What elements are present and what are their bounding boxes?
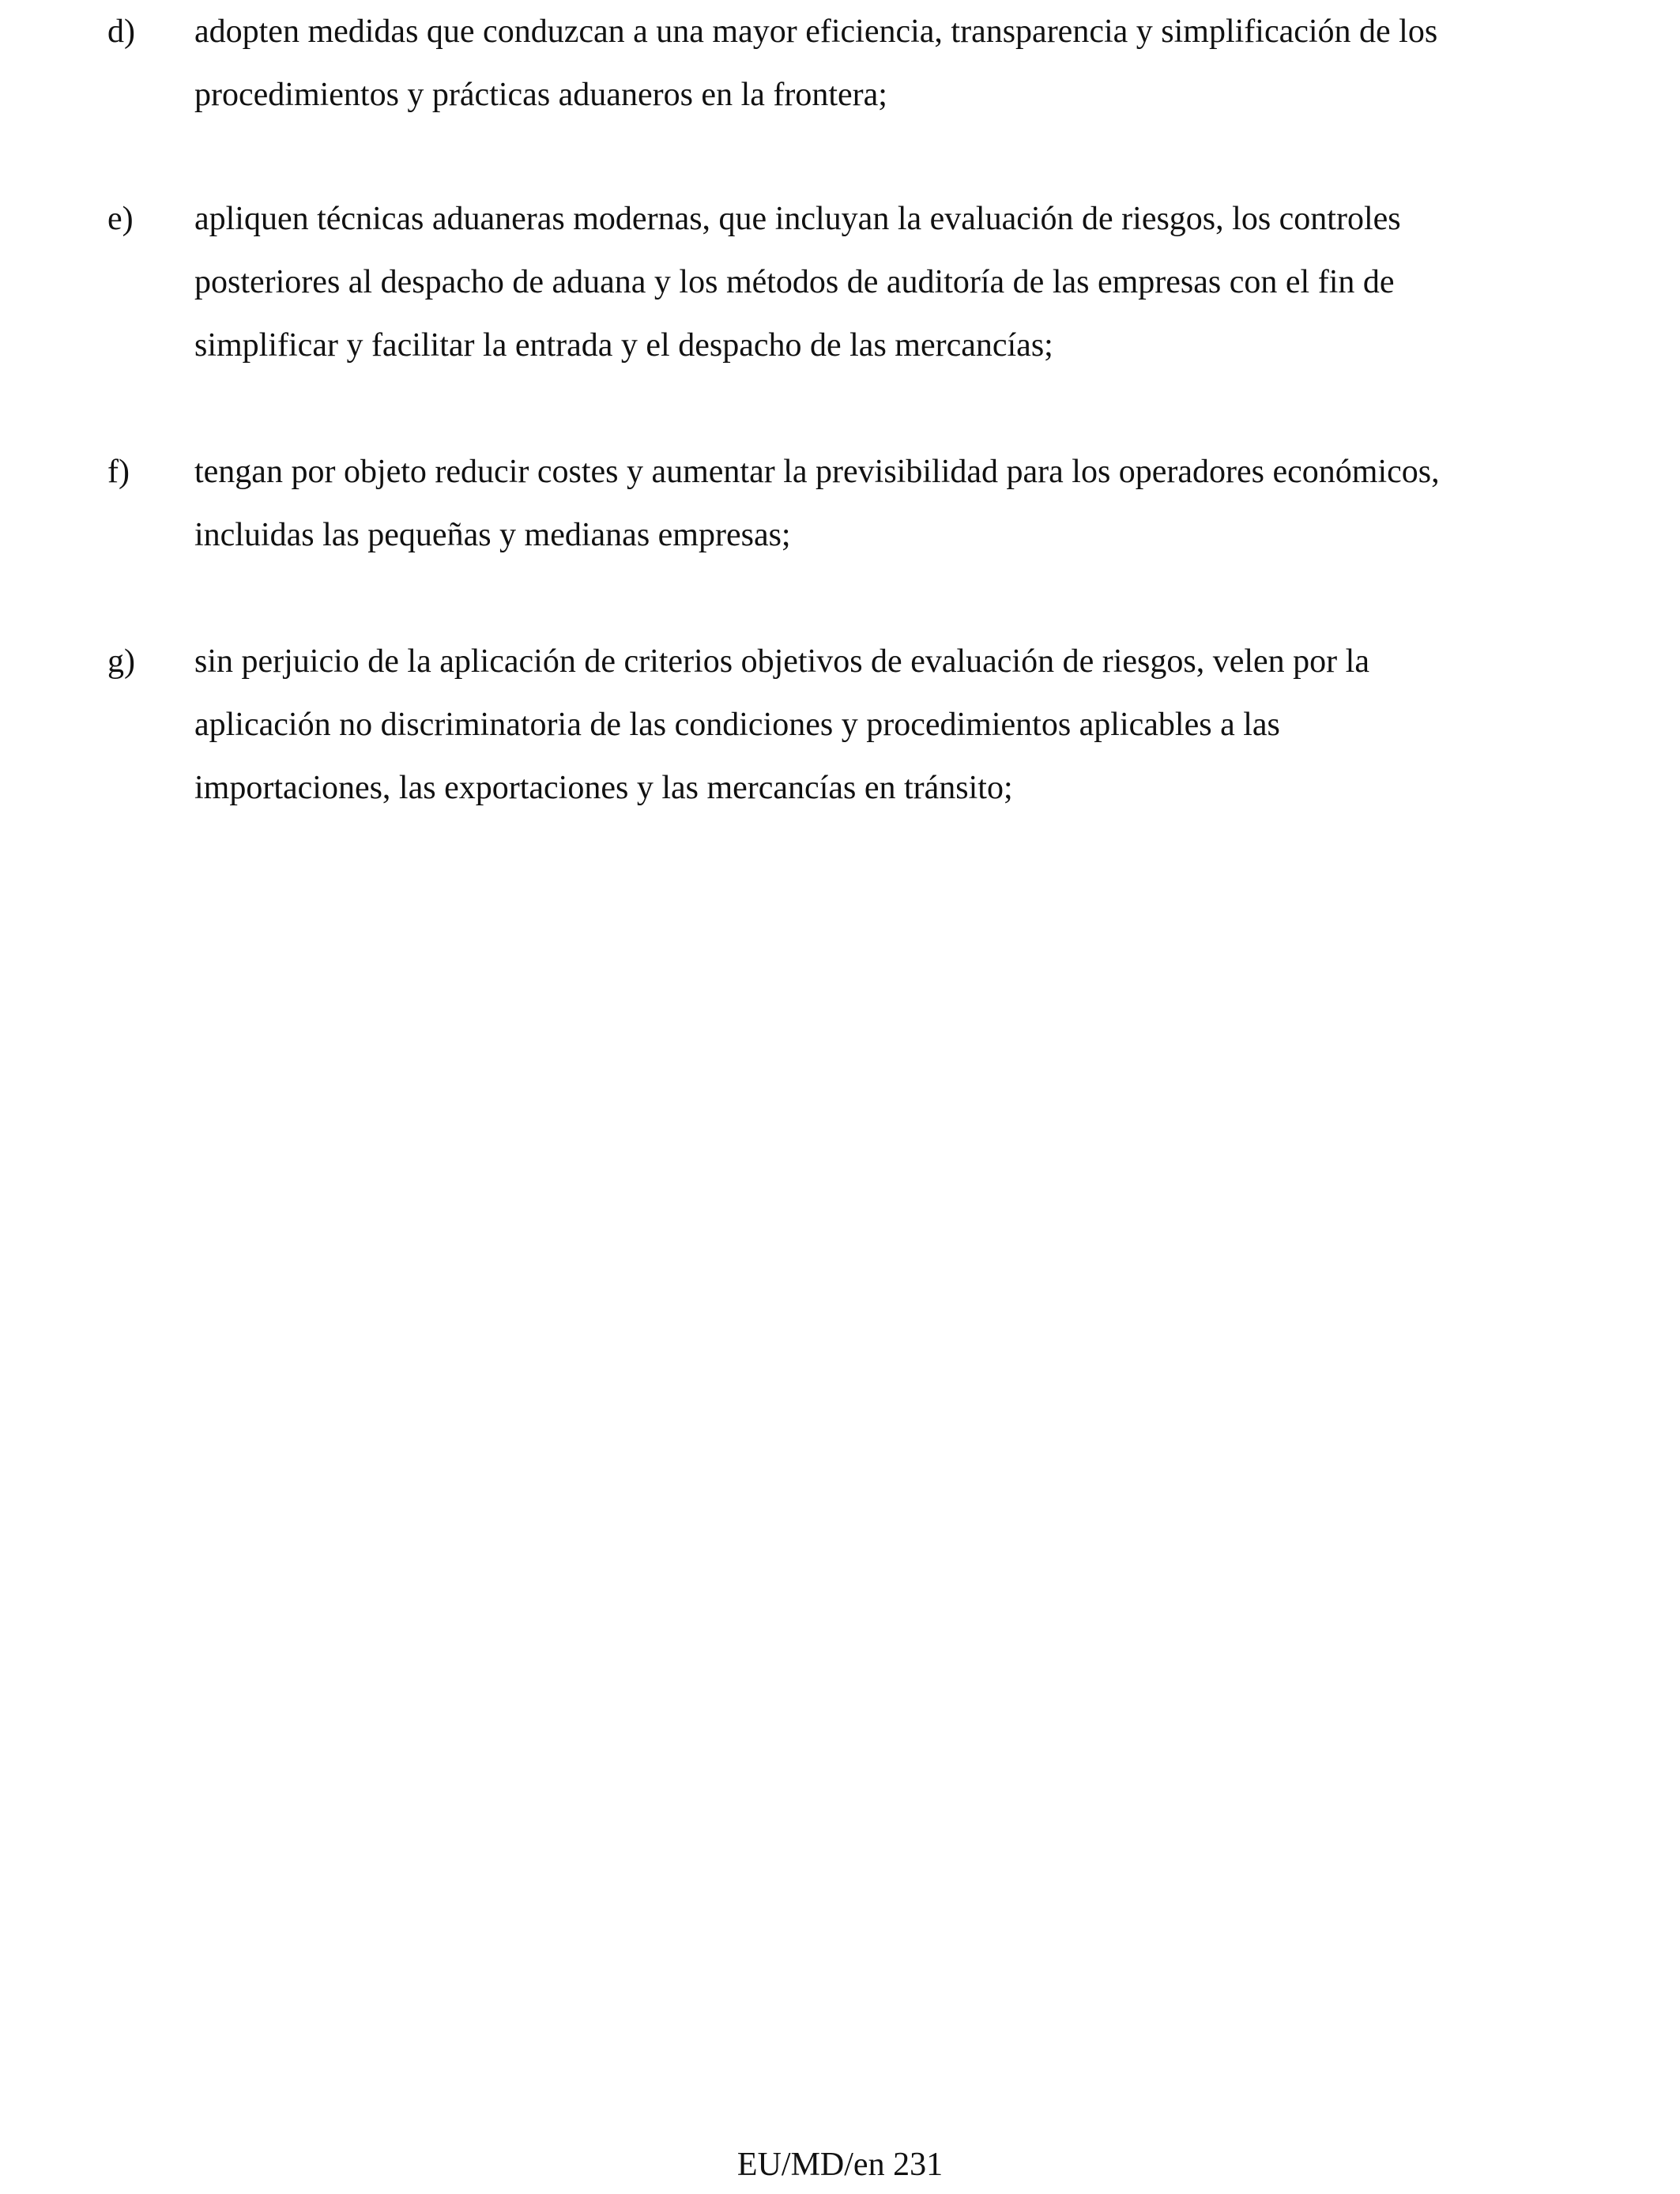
item-text-line: procedimientos y prácticas aduaneros en la frontera; <box>194 77 887 113</box>
item-text-line: adopten medidas que conduzcan a una mayor eficiencia, transparencia y simplificación de los <box>194 13 1438 50</box>
item-text <box>194 187 1593 377</box>
item-text-line: simplificar y facilitar la entrada y el despacho de las mercancías; <box>194 327 1053 364</box>
item-text-line: sin perjuicio de la aplicación de criterios objetivos de evaluación de riesgos, velen por la <box>194 643 1369 680</box>
page-footer-reference: EU/MD/en 231 <box>736 2147 944 2183</box>
item-label: f) <box>107 454 130 490</box>
item-text-line: incluidas las pequeñas y medianas empresas; <box>194 517 791 553</box>
item-label: d) <box>107 13 135 50</box>
item-label: g) <box>107 643 135 680</box>
item-text-line: posteriores al despacho de aduana y los métodos de auditoría de las empresas con el fin de <box>194 264 1395 300</box>
item-text-line: importaciones, las exportaciones y las mercancías en tránsito; <box>194 770 1013 806</box>
item-text <box>194 440 1593 567</box>
item-label: e) <box>107 201 134 237</box>
item-text <box>194 630 1593 820</box>
item-text <box>194 0 1593 126</box>
item-text-line: tengan por objeto reducir costes y aumentar la previsibilidad para los operadores económicos, <box>194 454 1440 490</box>
item-text-line: apliquen técnicas aduaneras modernas, que incluyan la evaluación de riesgos, los controles <box>194 201 1401 237</box>
item-text-line: aplicación no discriminatoria de las condiciones y procedimientos aplicables a las <box>194 707 1280 743</box>
